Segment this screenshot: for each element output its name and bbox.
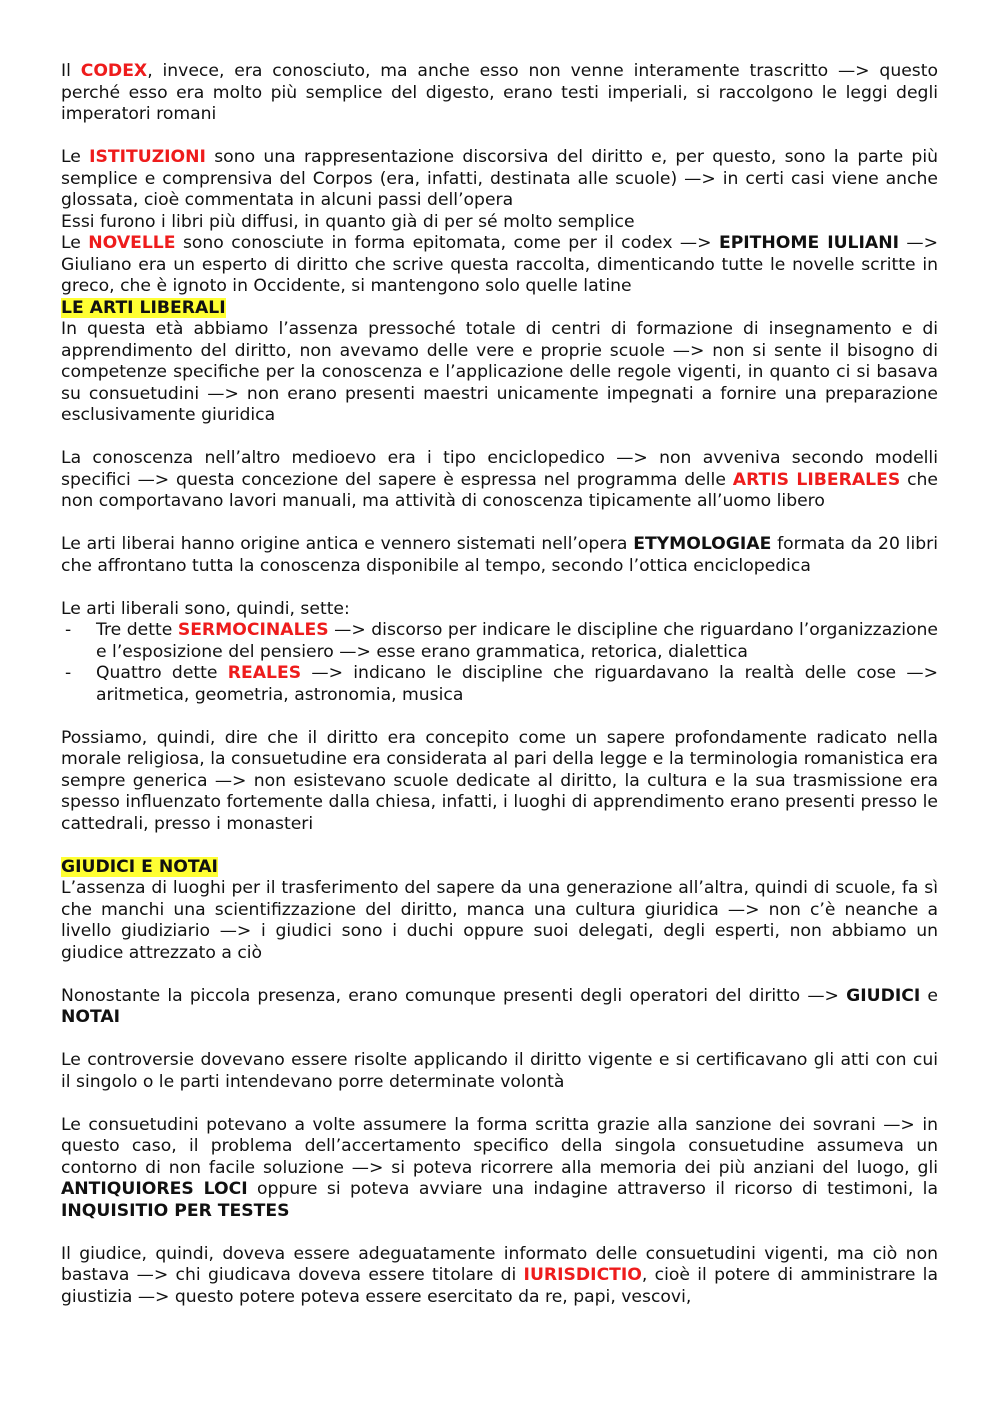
- keyword-notai: NOTAI: [61, 1007, 121, 1027]
- paragraph-possiamo: Possiamo, quindi, dire che il diritto era concepito come un sapere profondamente radicato nella morale religiosa, la consuetudine era considerata al pari della legge e la terminologia romanistica era sempre generica —> non esistevano scuole dedicate al diritto, la cultura e la sua trasmissione era spesso influenzato fortemente dalla chiesa, infatti, i luoghi di apprendimento erano presenti presso le cattedrali, presso i monasteri: [61, 727, 938, 834]
- keyword-antiquiores-loci: ANTIQUIORES LOCI: [61, 1179, 248, 1199]
- paragraph-assenza: In questa età abbiamo l’assenza pressoché totale di centri di formazione di insegnamento e di apprendimento del diritto, non avevamo delle vere e proprie scuole —> non si sente il bisogno di competenze specifiche per la conoscenza e l’applicazione delle regole vigenti, in quanto ci si basava su consuetudini —> non erano presenti maestri unicamente impegnati a fornire una preparazione esclusivamente giuridica: [61, 319, 938, 425]
- paragraph-conoscenza: La conoscenza nell’altro medioevo era i tipo enciclopedico —> non avveniva secondo modelli specifici —> questa concezione del sapere è espressa nel programma delle ARTIS LIBERALES che non comportavano lavori manuali, ma attività di conoscenza tipicamente all’uomo libero: [61, 448, 938, 511]
- paragraph-istituzioni: Le ISTITUZIONI sono una rappresentazione discorsiva del diritto e, per questo, sono la parte più semplice e comprensiva del Corpos (era, infatti, destinata alle scuole) —> in certi casi viene anche glossata, cioè commentata in alcuni passi dell’opera: [61, 147, 938, 210]
- list-item: - Tre dette SERMOCINALES —> discorso per indicare le discipline che riguardano l’organizzazione e l’esposizione del pensiero —> esse erano grammatica, retorica, dialettica: [61, 620, 938, 663]
- keyword-istituzioni: ISTITUZIONI: [89, 147, 206, 167]
- keyword-novelle: NOVELLE: [88, 233, 176, 253]
- paragraph-origine: Le arti liberai hanno origine antica e vennero sistemati nell’opera ETYMOLOGIAE formata da 20 libri che affrontano tutta la conoscenza disponibile al tempo, secondo l’ottica enciclopedica: [61, 534, 938, 576]
- paragraph-novelle: Le NOVELLE sono conosciute in forma epitomata, come per il codex —> EPITHOME IULIANI —> Giuliano era un esperto di diritto che scrive questa raccolta, dimenticando tutte le novelle scritte in greco, che è ignoto in Occidente, si mantengono solo quelle latine: [61, 233, 939, 296]
- keyword-reales: REALES: [227, 663, 302, 683]
- document-page: [61, 61, 938, 1308]
- section-heading-arti-liberali: LE ARTI LIBERALI: [61, 297, 226, 318]
- keyword-iurisdictio: IURISDICTIO: [523, 1265, 642, 1285]
- paragraph-diffusi: Essi furono i libri più diffusi, in quanto già di per sé molto semplice: [61, 211, 635, 232]
- section-heading-giudici-notai: GIUDICI E NOTAI: [61, 856, 218, 877]
- paragraph-sette: Le arti liberali sono, quindi, sette:: [61, 598, 350, 619]
- paragraph-controversie: Le controversie dovevano essere risolte applicando il diritto vigente e si certificavano gli atti con cui il singolo o le parti intendevano porre determinate volontà: [61, 1050, 938, 1092]
- paragraph-giudice: Il giudice, quindi, doveva essere adeguatamente informato delle consuetudini vigenti, ma ciò non bastava —> chi giudicava doveva essere titolare di IURISDICTIO, cioè il potere di amministrare la giustizia —> questo potere poteva essere esercitato da re, papi, vescovi,: [61, 1243, 938, 1307]
- keyword-artis-liberales: ARTIS LIBERALES: [732, 469, 901, 490]
- arti-list: [61, 620, 938, 706]
- paragraph-consuetudini: Le consuetudini potevano a volte assumere la forma scritta grazie alla sanzione dei sovrani —> in questo caso, il problema dell’accertamento specifico della singola consuetudine assumeva un contorno di non facile soluzione —> si poteva ricorrere alla memoria dei più anziani del luogo, gli ANTIQUIORES LOCI oppure si poteva avviare una indagine attraverso il ricorso di testimoni, la INQUISITIO PER TESTES: [61, 1114, 938, 1221]
- keyword-etymologiae: ETYMOLOGIAE: [633, 534, 772, 554]
- keyword-giudici: GIUDICI: [846, 985, 921, 1006]
- keyword-sermocinales: SERMOCINALES: [177, 620, 329, 640]
- paragraph-nonostante: Nonostante la piccola presenza, erano comunque presenti degli operatori del diritto —> GIUDICI e NOTAI: [61, 985, 938, 1027]
- keyword-codex: CODEX: [80, 61, 148, 81]
- paragraph-codex: Il CODEX, invece, era conosciuto, ma anche esso non venne interamente trascritto —> questo perché esso era molto più semplice del digesto, erano testi imperiali, si raccolgono le leggi degli imperatori romani: [61, 61, 938, 124]
- keyword-inquisitio-per-testes: INQUISITIO PER TESTES: [61, 1200, 290, 1221]
- paragraph-assenza-luoghi: L’assenza di luoghi per il trasferimento del sapere da una generazione all’altra, quindi di scuole, fa sì che manchi una scientifizzazione del diritto, manca una cultura giuridica —> non c’è neanche a livello giudiziario —> i giudici sono i duchi oppure suoi delegati, degli esperti, non abbiamo un giudice attrezzato a ciò: [61, 878, 938, 963]
- list-item: - Quattro dette REALES —> indicano le discipline che riguardavano la realtà delle cose —> aritmetica, geometria, astronomia, musica: [61, 663, 938, 706]
- keyword-epithome-iuliani: EPITHOME IULIANI: [718, 233, 899, 253]
